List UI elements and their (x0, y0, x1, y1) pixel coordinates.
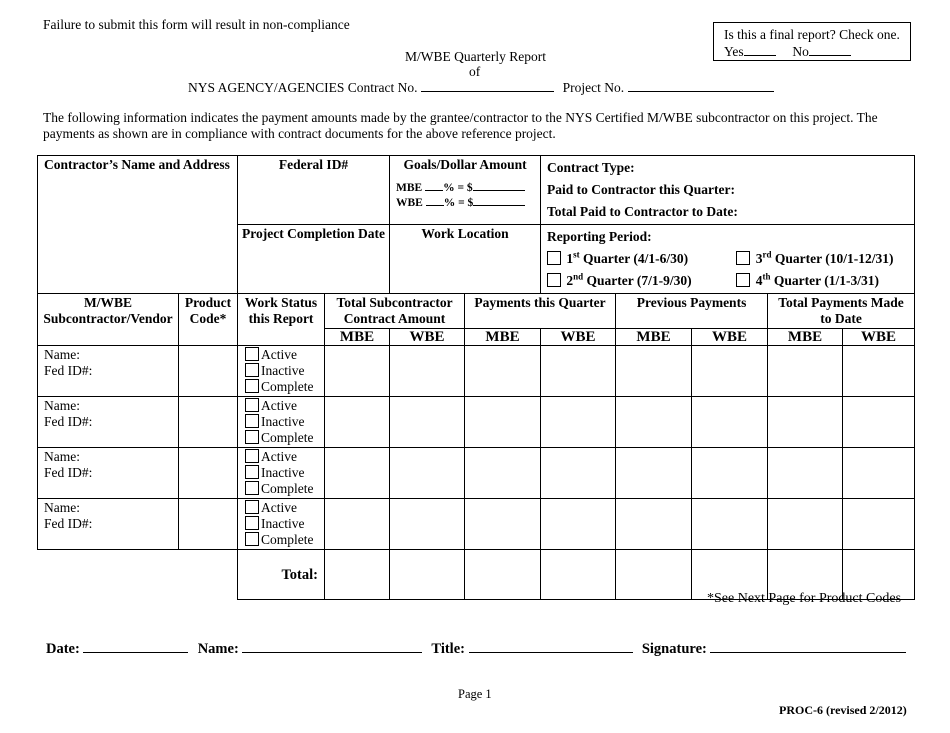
product-codes-footnote: *See Next Page for Product Codes (707, 591, 902, 606)
report-title: M/WBE Quarterly Report (405, 49, 546, 64)
amount-cell[interactable] (325, 346, 390, 397)
payments-quarter-header (465, 294, 616, 329)
status-label: Inactive (261, 516, 305, 531)
work-location-cell[interactable] (390, 225, 541, 294)
table-row (38, 346, 915, 397)
status-label: Complete (261, 481, 314, 496)
contract-type-label[interactable]: Contract Type: (547, 160, 635, 175)
total-to-date-header (768, 294, 915, 329)
total-spacer (38, 550, 238, 600)
non-compliance-notice: Failure to submit this form will result in non-compliance (43, 17, 350, 32)
work-status-header-label: Work Status this Report (244, 295, 318, 326)
contract-no-field[interactable] (421, 79, 554, 92)
product-code-cell[interactable] (179, 397, 238, 448)
wbe-col-header: WBE (390, 329, 465, 346)
total-paid-to-date-label[interactable]: Total Paid to Contractor to Date: (547, 204, 738, 219)
yes-field[interactable] (744, 43, 776, 56)
vendor-cell[interactable] (38, 346, 179, 397)
amount-cell[interactable] (465, 397, 541, 448)
date-label: Date: (46, 641, 80, 657)
work-status-header (238, 294, 325, 346)
total-cell[interactable] (325, 550, 390, 600)
quarter-2-label: Quarter (7/1-9/30) (586, 273, 692, 288)
fed-id-label: Fed ID#: (44, 363, 93, 378)
status-inactive[interactable] (245, 414, 321, 430)
reporting-period-label: Reporting Period: (547, 229, 652, 244)
wbe-goal-prefix: WBE (396, 197, 423, 209)
status-checkbox[interactable] (245, 398, 259, 412)
contractor-name-address-cell[interactable] (38, 156, 238, 294)
final-report-box (713, 22, 911, 61)
yes-label: Yes (724, 44, 744, 59)
mbe-col-header: MBE (616, 329, 692, 346)
mbe-dollar-field[interactable] (473, 180, 525, 191)
reporting-period-cell (541, 225, 915, 294)
signature-field[interactable] (710, 640, 906, 653)
total-cell[interactable] (390, 550, 465, 600)
mbe-goal-line (393, 180, 537, 195)
mbe-col-header: MBE (768, 329, 843, 346)
amount-cell[interactable] (692, 397, 768, 448)
vendor-header (38, 294, 179, 346)
fed-id-label: Fed ID#: (44, 414, 93, 429)
amount-cell[interactable] (768, 346, 843, 397)
quarter-3-option[interactable] (733, 251, 893, 266)
wbe-col-header: WBE (692, 329, 768, 346)
intro-paragraph: The following information indicates the payment amounts made by the grantee/contractor to the NYS Certified M/WBE subcontractor on this project. The payments as shown are in compliance with contract documents for the above reference project. (43, 110, 878, 141)
quarter-4-checkbox[interactable] (736, 273, 750, 287)
status-complete[interactable] (245, 430, 321, 446)
payments-quarter-header-label: Payments this Quarter (474, 295, 606, 310)
status-label: Inactive (261, 465, 305, 480)
federal-id-cell[interactable] (238, 156, 390, 225)
quarter-3-label: Quarter (10/1-12/31) (774, 251, 894, 266)
name-label: Name: (44, 398, 80, 413)
status-checkbox[interactable] (245, 379, 259, 393)
quarter-2-num: 2 (566, 273, 574, 288)
status-checkbox[interactable] (245, 481, 259, 495)
title-label: Title: (431, 641, 465, 657)
quarter-1-label: Quarter (4/1-6/30) (583, 251, 689, 266)
status-inactive[interactable] (245, 465, 321, 481)
amount-cell[interactable] (692, 448, 768, 499)
status-active[interactable] (245, 347, 321, 363)
contract-line (188, 79, 774, 96)
wbe-pct-eq: % = $ (443, 197, 474, 209)
product-code-header (179, 294, 238, 346)
previous-payments-header (616, 294, 768, 329)
amount-cell[interactable] (465, 448, 541, 499)
amount-cell[interactable] (692, 499, 768, 550)
total-to-date-header-label: Total Payments Made to Date (778, 295, 904, 326)
vendor-header-label: M/WBE Subcontractor/Vendor (43, 295, 173, 326)
work-status-cell (238, 448, 325, 499)
status-complete[interactable] (245, 481, 321, 497)
amount-cell[interactable] (541, 397, 616, 448)
amount-cell[interactable] (692, 346, 768, 397)
goals-cell (390, 156, 541, 225)
work-status-cell (238, 397, 325, 448)
signature-line (46, 640, 906, 658)
quarter-4-label: Quarter (1/1-3/31) (773, 273, 880, 288)
status-label: Inactive (261, 414, 305, 429)
amount-cell[interactable] (325, 499, 390, 550)
status-label: Active (261, 449, 297, 464)
status-checkbox[interactable] (245, 363, 259, 377)
amount-cell[interactable] (390, 346, 465, 397)
project-no-field[interactable] (628, 79, 774, 92)
status-label: Complete (261, 532, 314, 547)
amount-cell[interactable] (465, 499, 541, 550)
of-text: of (469, 64, 481, 79)
work-location-label: Work Location (421, 226, 509, 241)
quarter-4-sup: th (762, 271, 771, 282)
title-field[interactable] (469, 640, 633, 653)
quarter-1-option[interactable] (547, 248, 733, 270)
wbe-goal-line (393, 195, 537, 210)
amount-cell[interactable] (843, 448, 915, 499)
status-active[interactable] (245, 398, 321, 414)
no-field[interactable] (809, 43, 851, 56)
quarter-3-checkbox[interactable] (736, 251, 750, 265)
amount-cell[interactable] (768, 448, 843, 499)
amount-cell[interactable] (541, 499, 616, 550)
amount-cell[interactable] (843, 397, 915, 448)
vendor-cell[interactable] (38, 448, 179, 499)
federal-id-label: Federal ID# (278, 157, 349, 172)
status-label: Complete (261, 430, 314, 445)
quarter-3-sup: rd (762, 249, 772, 260)
status-checkbox[interactable] (245, 414, 259, 428)
status-checkbox[interactable] (245, 465, 259, 479)
project-no-label: Project No. (562, 80, 625, 95)
amount-cell[interactable] (843, 499, 915, 550)
form-id: PROC-6 (revised 2/2012) (779, 703, 907, 717)
status-complete[interactable] (245, 379, 321, 395)
total-label-cell (238, 550, 325, 600)
goals-label: Goals/Dollar Amount (403, 157, 527, 172)
amount-cell[interactable] (390, 448, 465, 499)
name-label: Name: (197, 641, 239, 657)
work-status-cell (238, 499, 325, 550)
no-label: No (792, 44, 809, 59)
status-label: Active (261, 500, 297, 515)
amount-cell[interactable] (541, 346, 616, 397)
total-sub-contract-header-label: Total Subcontractor Contract Amount (336, 295, 453, 326)
wbe-col-header: WBE (541, 329, 616, 346)
mbe-col-header: MBE (325, 329, 390, 346)
product-code-cell[interactable] (179, 499, 238, 550)
status-label: Complete (261, 379, 314, 394)
amount-cell[interactable] (616, 499, 692, 550)
amount-cell[interactable] (768, 397, 843, 448)
status-checkbox[interactable] (245, 500, 259, 514)
quarter-1-num: 1 (566, 251, 574, 266)
name-field[interactable] (242, 640, 422, 653)
quarter-4-num: 4 (755, 273, 763, 288)
signature-label: Signature: (641, 641, 707, 657)
amount-cell[interactable] (325, 448, 390, 499)
status-complete[interactable] (245, 532, 321, 548)
quarter-3-num: 3 (755, 251, 763, 266)
table-row (38, 499, 915, 550)
fed-id-label: Fed ID#: (44, 465, 93, 480)
status-inactive[interactable] (245, 363, 321, 379)
total-cell[interactable] (541, 550, 616, 600)
product-code-cell[interactable] (179, 346, 238, 397)
status-checkbox[interactable] (245, 516, 259, 530)
agency-contract-label: NYS AGENCY/AGENCIES Contract No. (188, 80, 418, 95)
total-label: Total: (281, 566, 318, 583)
paid-this-quarter-label[interactable]: Paid to Contractor this Quarter: (547, 182, 735, 197)
status-checkbox[interactable] (245, 347, 259, 361)
amount-cell[interactable] (465, 346, 541, 397)
total-cell[interactable] (616, 550, 692, 600)
project-completion-cell[interactable] (238, 225, 390, 294)
wbe-pct-field[interactable] (426, 195, 444, 206)
quarter-1-sup: st (573, 249, 580, 260)
product-code-cell[interactable] (179, 448, 238, 499)
status-label: Active (261, 347, 297, 362)
name-label: Name: (44, 449, 80, 464)
vendor-cell[interactable] (38, 499, 179, 550)
previous-payments-header-label: Previous Payments (636, 295, 747, 310)
mbe-pct-eq: % = $ (443, 182, 473, 194)
page-number: Page 1 (458, 687, 492, 701)
status-active[interactable] (245, 500, 321, 516)
vendor-cell[interactable] (38, 397, 179, 448)
status-checkbox[interactable] (245, 430, 259, 444)
status-checkbox[interactable] (245, 449, 259, 463)
product-code-header-label: Product Code* (184, 295, 232, 326)
quarter-1-checkbox[interactable] (547, 251, 561, 265)
amount-cell[interactable] (843, 346, 915, 397)
status-checkbox[interactable] (245, 532, 259, 546)
project-completion-label: Project Completion Date (242, 226, 385, 241)
amount-cell[interactable] (768, 499, 843, 550)
quarter-2-checkbox[interactable] (547, 273, 561, 287)
contractor-name-address-label: Contractor’s Name and Address (44, 157, 230, 172)
table-row (38, 397, 915, 448)
name-label: Name: (44, 347, 80, 362)
status-inactive[interactable] (245, 516, 321, 532)
amount-cell[interactable] (390, 397, 465, 448)
amount-cell[interactable] (390, 499, 465, 550)
quarter-4-option[interactable] (733, 273, 879, 288)
status-active[interactable] (245, 449, 321, 465)
quarter-2-sup: nd (573, 271, 584, 282)
amount-cell[interactable] (541, 448, 616, 499)
name-label: Name: (44, 500, 80, 515)
amount-cell[interactable] (616, 448, 692, 499)
fed-id-label: Fed ID#: (44, 516, 93, 531)
wbe-dollar-field[interactable] (473, 195, 525, 206)
amount-cell[interactable] (325, 397, 390, 448)
final-report-question: Is this a final report? Check one. (724, 27, 900, 42)
status-label: Active (261, 398, 297, 413)
mbe-col-header: MBE (465, 329, 541, 346)
amount-cell[interactable] (616, 397, 692, 448)
total-sub-contract-header (325, 294, 465, 329)
wbe-col-header: WBE (843, 329, 915, 346)
total-cell[interactable] (465, 550, 541, 600)
work-status-cell (238, 346, 325, 397)
quarter-2-option[interactable] (547, 270, 733, 292)
status-label: Inactive (261, 363, 305, 378)
contract-type-cell (541, 156, 915, 225)
date-field[interactable] (83, 640, 188, 653)
amount-cell[interactable] (616, 346, 692, 397)
table-row (38, 448, 915, 499)
mbe-goal-prefix: MBE (396, 182, 423, 194)
mbe-pct-field[interactable] (425, 180, 443, 191)
quarterly-report-table (37, 155, 915, 600)
